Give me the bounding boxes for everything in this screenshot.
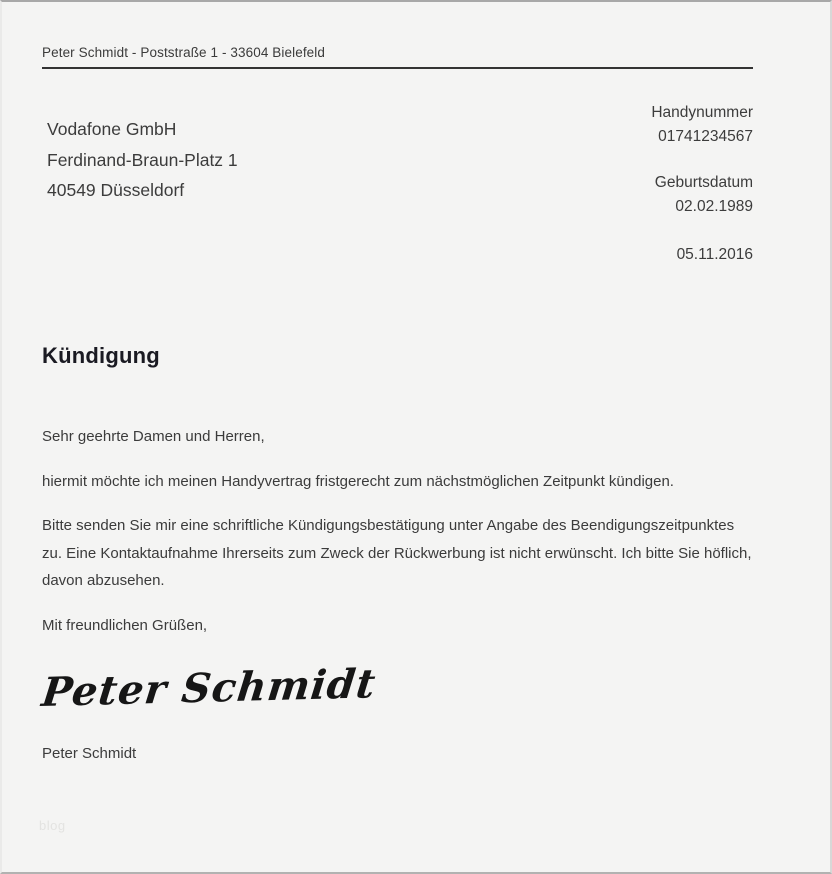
birthdate-value: 02.02.1989 [675,198,753,215]
phone-label: Handynummer [651,104,753,121]
blog-watermark: blog [39,818,66,833]
salutation: Sehr geehrte Damen und Herren, [42,428,265,445]
closing-phrase: Mit freundlichen Grüßen, [42,616,208,634]
handwritten-signature: Peter Schmidt [39,660,379,716]
address-row [42,101,753,267]
body-paragraph-1: hiermit möchte ich meinen Handyvertrag fristgerecht zum nächstmöglichen Zeitpunkt kündigen. [42,472,674,490]
letter-content [2,45,830,762]
meta-spacer [651,219,753,243]
subject-heading: Kündigung [42,343,160,368]
phone-value: 01741234567 [658,128,753,145]
signature-printed-name: Peter Schmidt [42,745,137,762]
recipient-street: Ferdinand-Braun-Platz 1 [47,149,238,170]
recipient-address-block [47,114,238,206]
recipient-city: 40549 Düsseldorf [47,180,185,200]
body-paragraph-2: Bitte senden Sie mir eine schriftliche Kündigungsbestätigung unter Angabe des Beendigungszeitpunktes zu. Eine Kontaktaufnahme Ihrerseits zum Zweck der Rückwerbung ist nicht erwünscht. Ich bitte Sie höflich, davon abzusehen. [42,517,752,589]
personal-info-block [651,101,753,267]
sender-address-line: Peter Schmidt - Poststraße 1 - 33604 Bielefeld [42,45,753,69]
letter-date: 05.11.2016 [676,246,753,263]
recipient-company: Vodafone GmbH [47,119,177,139]
meta-spacer [651,149,753,171]
birthdate-label: Geburtsdatum [654,174,753,191]
